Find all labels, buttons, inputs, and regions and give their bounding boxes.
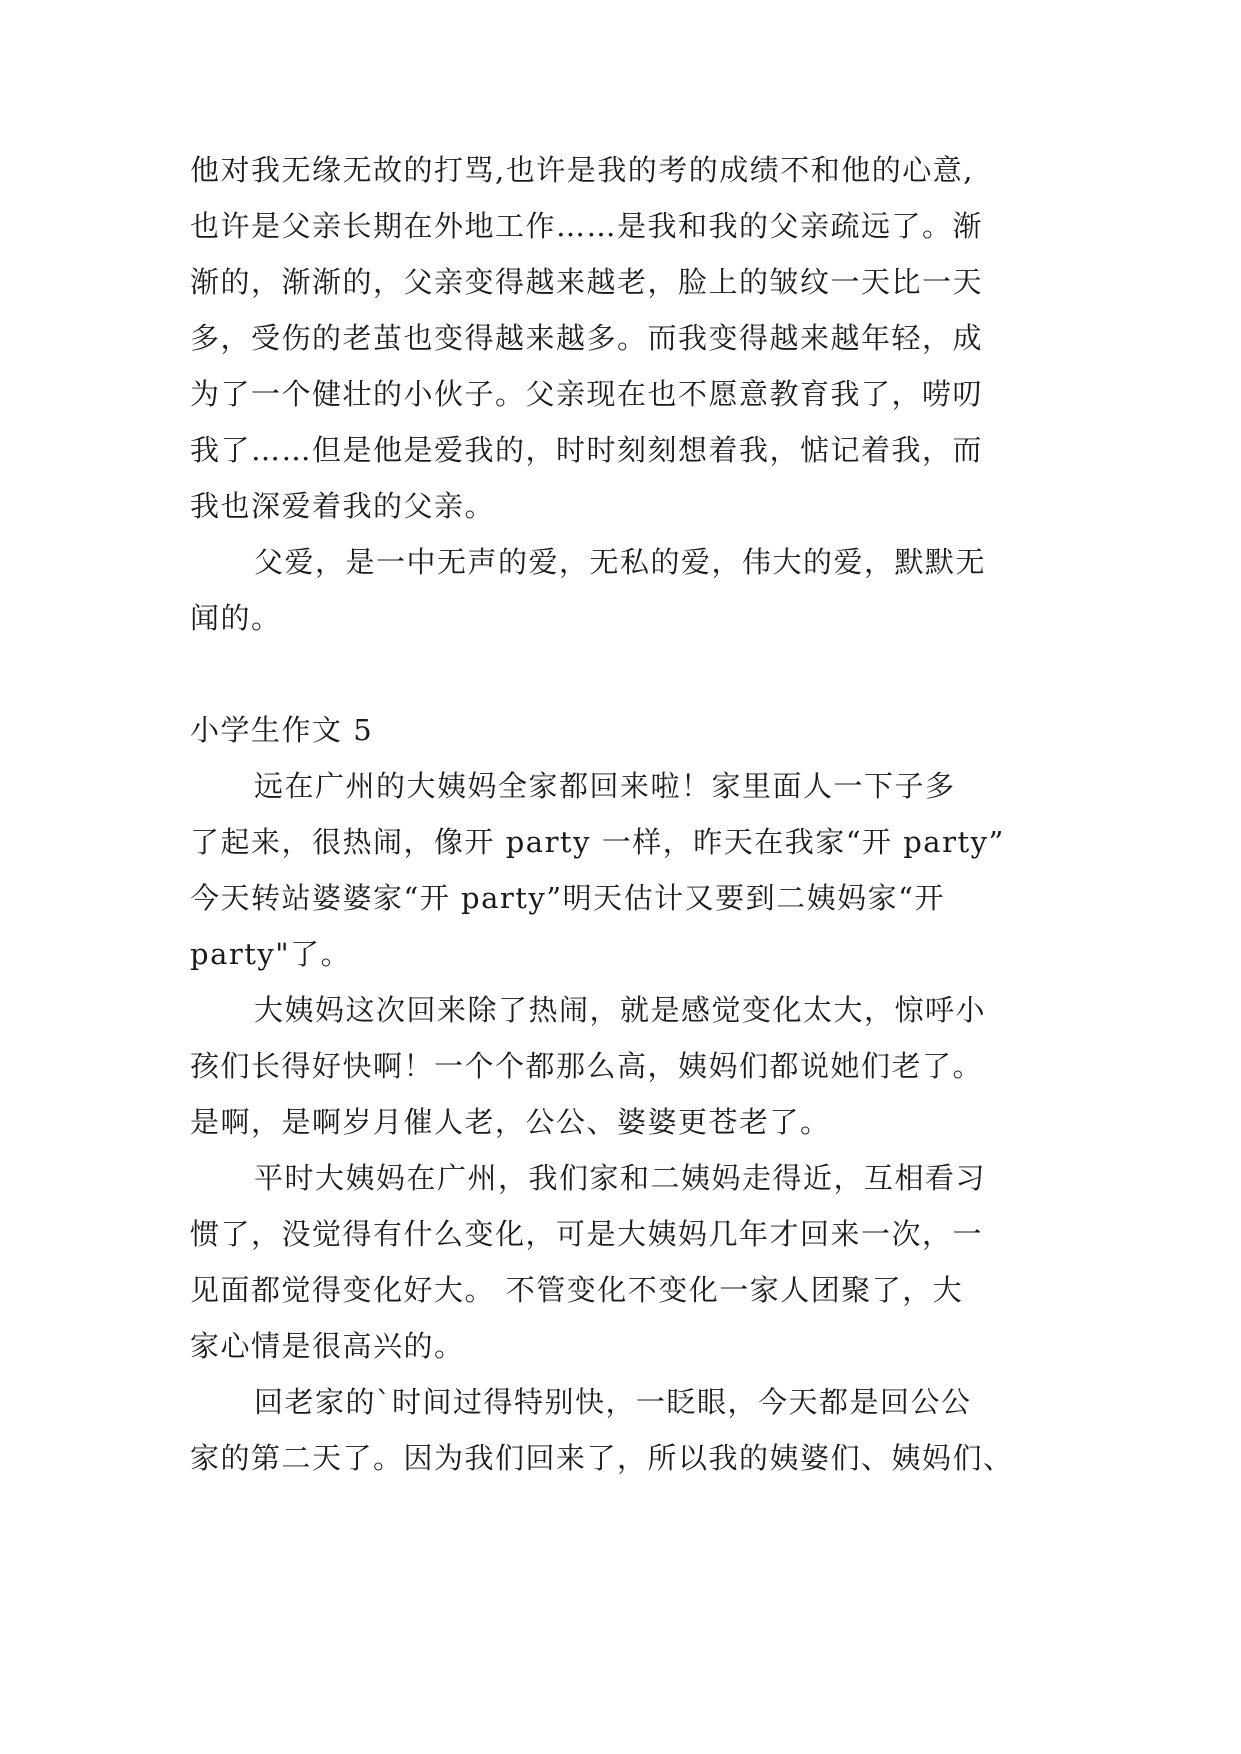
text-line: 是啊，是啊岁月催人老，公公、婆婆更苍老了。 [190, 1105, 831, 1139]
text-line: 远在广州的大姨妈全家都回来啦！家里面人一下子多 [254, 769, 956, 803]
text-line: 家心情是很高兴的。 [190, 1329, 465, 1363]
text-line: 惯了，没觉得有什么变化，可是大姨妈几年才回来一次，一 [190, 1217, 984, 1251]
text-line: 他对我无缘无故的打骂,也许是我的考的成绩不和他的心意, [190, 153, 974, 187]
text-line: 回老家的`时间过得特别快，一眨眼，今天都是回公公 [254, 1385, 972, 1419]
text-line: 今天转站婆婆家“开 party”明天估计又要到二姨妈家“开 [190, 881, 945, 915]
text-line: 闻的。 [190, 601, 282, 635]
text-line: 孩们长得好快啊！一个个都那么高，姨妈们都说她们老了。 [190, 1049, 984, 1083]
text-line: 多，受伤的老茧也变得越来越多。而我变得越来越年轻，成 [190, 321, 984, 355]
text-line: 家的第二天了。因为我们回来了，所以我的姨婆们、姨妈们、 [190, 1441, 1014, 1475]
text-line: 见面都觉得变化好大。 不管变化不变化一家人团聚了，大 [190, 1273, 964, 1307]
text-line: 我了……但是他是爱我的，时时刻刻想着我，惦记着我，而 [190, 433, 984, 467]
text-line: 为了一个健壮的小伙子。父亲现在也不愿意教育我了，唠叨 [190, 377, 984, 411]
text-line: 我也深爱着我的父亲。 [190, 489, 496, 523]
text-line: 父爱，是一中无声的爱，无私的爱，伟大的爱，默默无 [254, 545, 987, 579]
text-line: 也许是父亲长期在外地工作……是我和我的父亲疏远了。渐 [190, 209, 984, 243]
text-line: party"了。 [190, 937, 352, 971]
text-line: 渐的，渐渐的，父亲变得越来越老，脸上的皱纹一天比一天 [190, 265, 984, 299]
text-line: 平时大姨妈在广州，我们家和二姨妈走得近，互相看习 [254, 1161, 987, 1195]
text-line: 了起来，很热闹，像开 party 一样，昨天在我家“开 party” [190, 825, 1005, 859]
text-line: 大姨妈这次回来除了热闹，就是感觉变化太大，惊呼小 [254, 993, 987, 1027]
section-heading: 小学生作文 5 [190, 713, 374, 747]
